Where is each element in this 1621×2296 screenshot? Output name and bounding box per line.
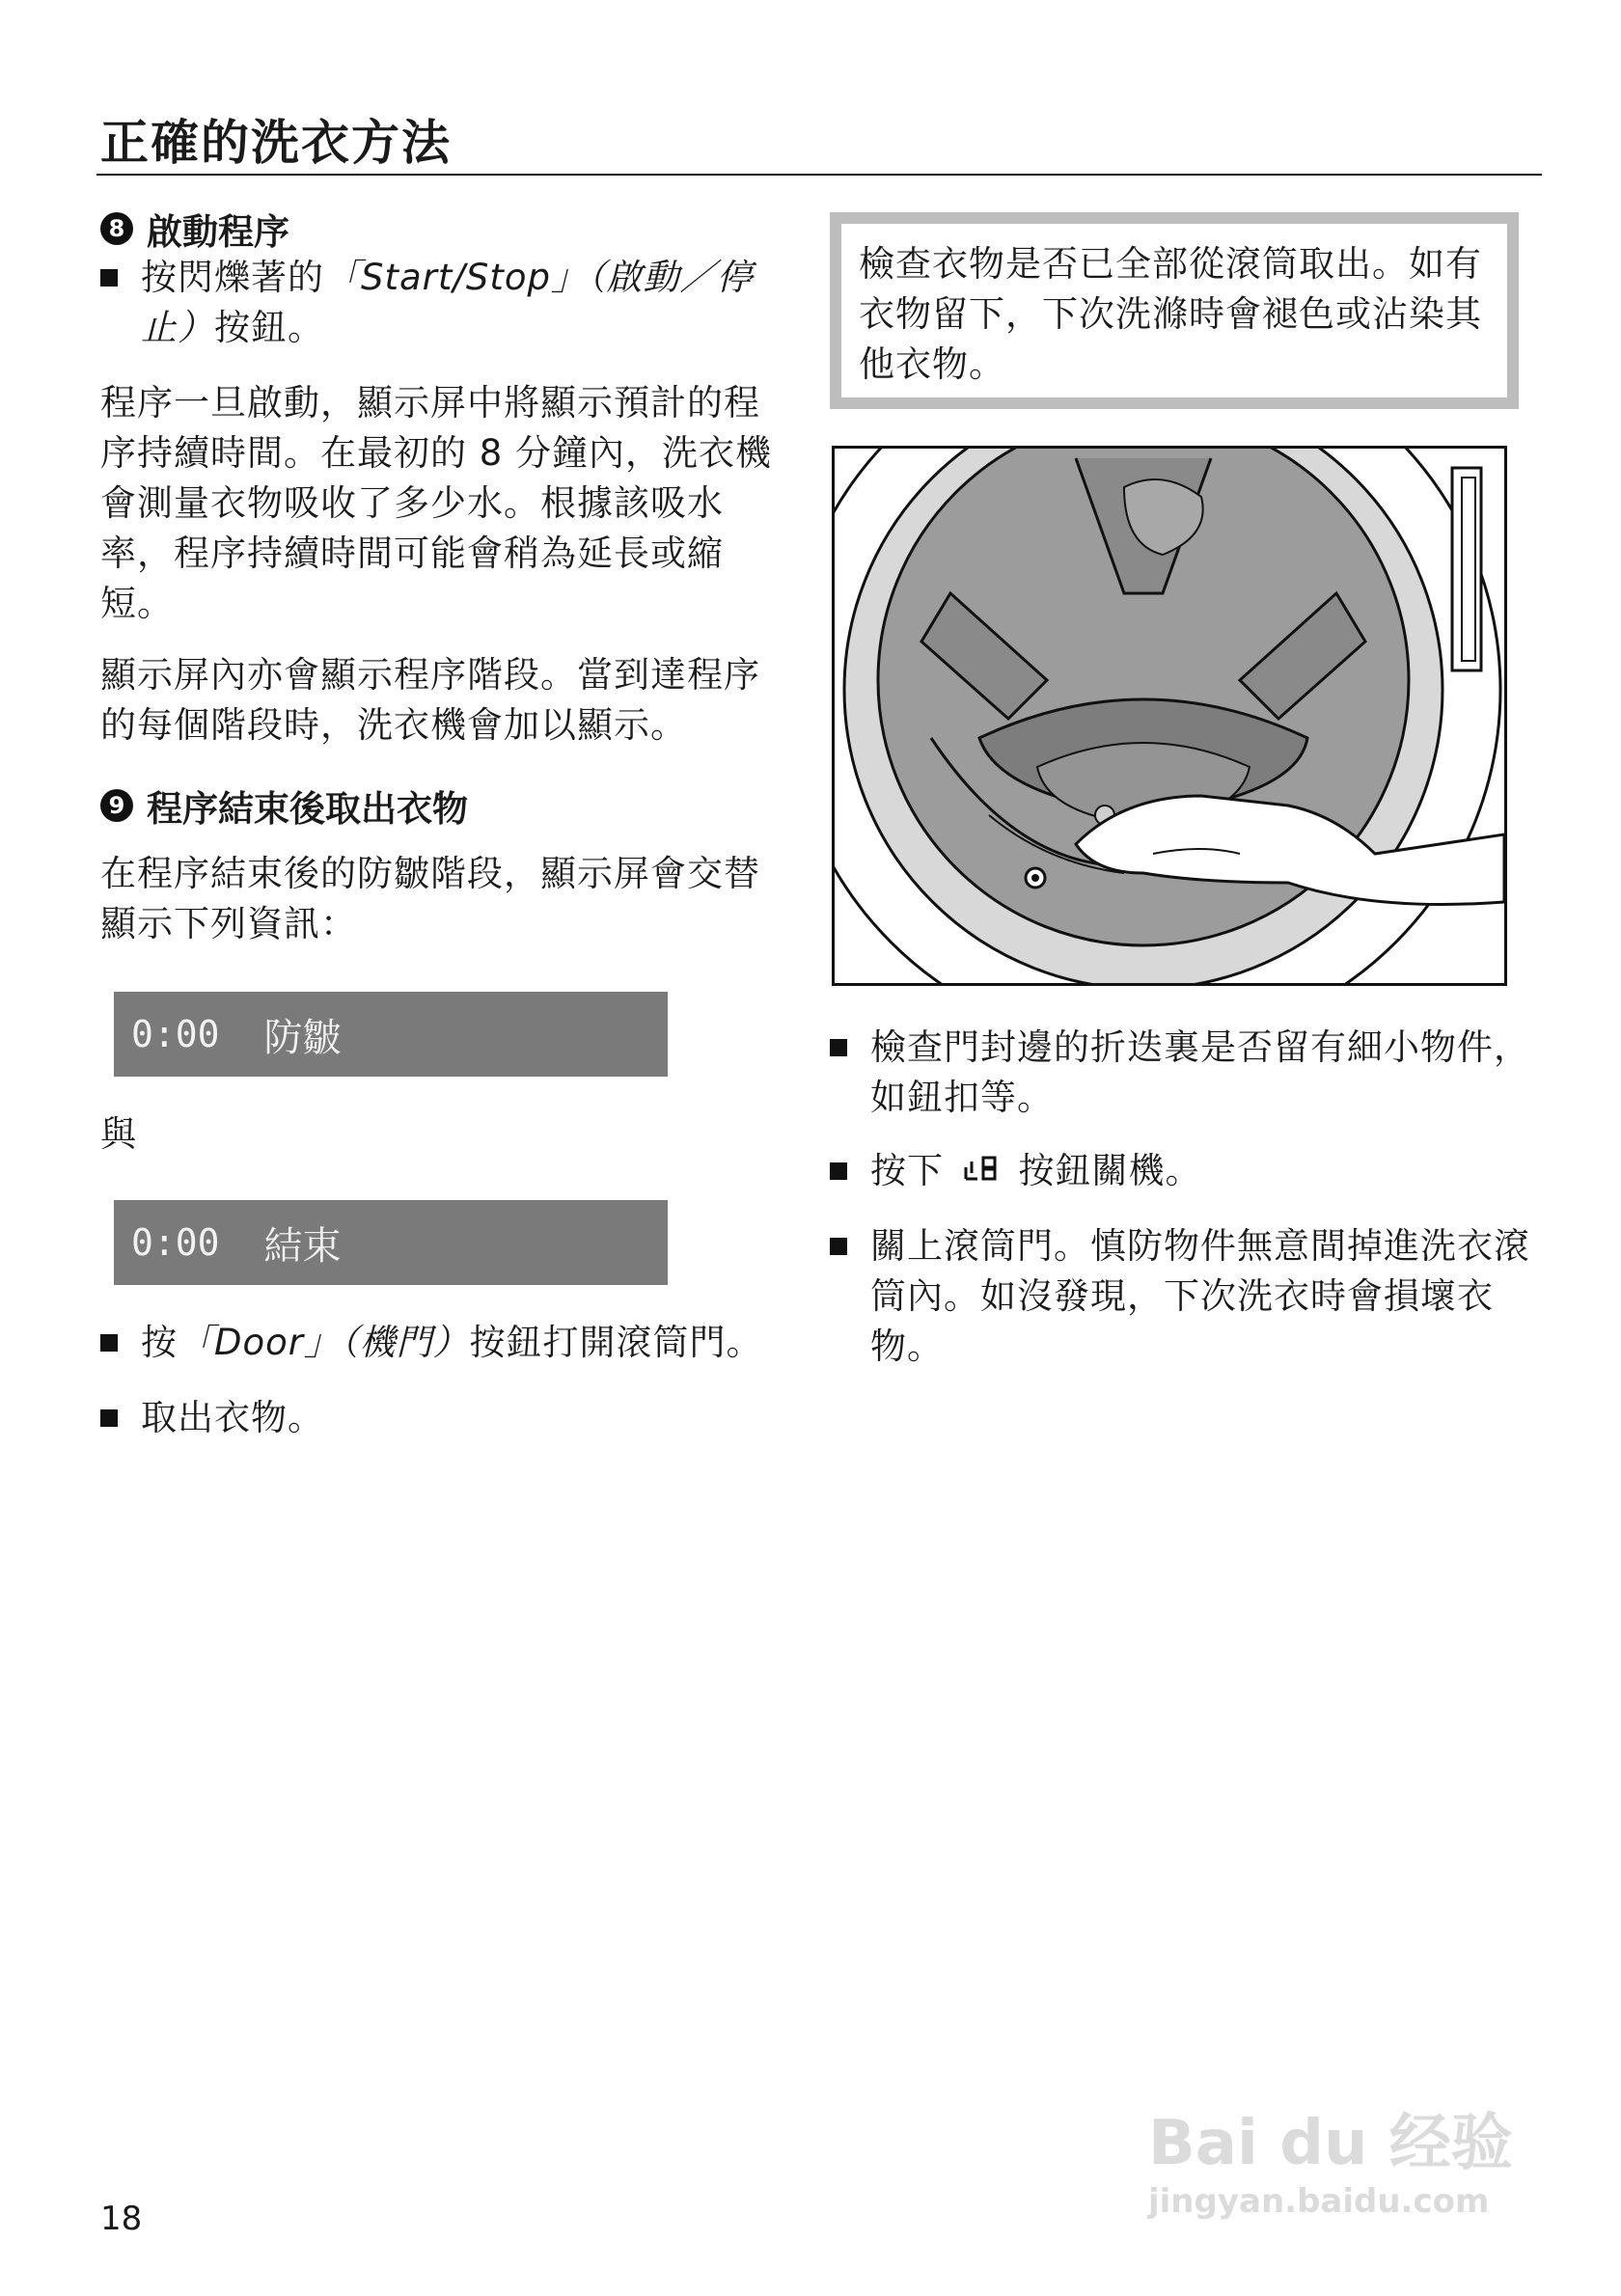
right-bullet-close-door [826, 1221, 1540, 1372]
bullet-text: 按鈕。 [214, 307, 324, 348]
display-screen-anti-crease [114, 992, 668, 1077]
step-8-number-icon: 8 [100, 212, 133, 245]
connector-text: 與 [100, 1113, 137, 1155]
step-9-paragraph: 在程序結束後的防皺階段，顯示屏會交替顯示下列資訊： [100, 853, 760, 944]
title-rule [96, 174, 1542, 176]
right-bullet-check-seal [826, 1023, 1540, 1123]
drum-drawing [835, 449, 1504, 983]
watermark-brand: Bai du 经验 [1148, 2108, 1513, 2179]
door-button-label: 「Door」（機門） [178, 1322, 470, 1363]
bullet-text: 按鈕關機。 [1018, 1150, 1202, 1191]
bullet-text: 檢查門封邊的折迭裏是否留有細小物件，如鈕扣等。 [870, 1026, 1530, 1118]
bullet-square-icon [830, 1238, 847, 1255]
bullet-square-icon [100, 1409, 118, 1427]
bullet-square-icon [830, 1162, 847, 1180]
step-9-title: 程序結束後取出衣物 [147, 788, 468, 830]
bullet-square-icon [100, 1334, 118, 1352]
step-8-paragraph-2: 顯示屏內亦會顯示程序階段。當到達程序的每個階段時，洗衣機會加以顯示。 [100, 654, 760, 746]
power-button-icon [962, 1148, 1001, 1198]
bullet-text: 關上滾筒門。慎防物件無意間掉進洗衣滾筒內。如沒發現，下次洗衣時會損壞衣物。 [870, 1225, 1530, 1367]
step-8-paragraph-1: 程序一旦啟動，顯示屏中將顯示預計的程序持續時間。在最初的 8 分鐘內，洗衣機會測量衣物吸收了多少水。根據該吸水率，程序持續時間可能會稍為延長或縮短。 [100, 382, 773, 624]
display-status: 防皺 [263, 1015, 342, 1060]
page-title: 正確的洗衣方法 [100, 115, 452, 171]
display-time: 0:00 [131, 1221, 220, 1264]
display-status: 結束 [263, 1223, 342, 1269]
display-time: 0:00 [131, 1013, 220, 1055]
step-9-heading [100, 779, 468, 832]
bullet-square-icon [100, 269, 118, 287]
bullet-text: 按 [141, 1322, 178, 1363]
bullet-square-icon [830, 1039, 847, 1056]
bullet-text: 按下 [870, 1150, 944, 1191]
warning-note-box: 檢查衣物是否已全部從滾筒取出。如有衣物留下，下次洗滌時會褪色或沾染其他衣物。 [830, 212, 1519, 409]
baidu-watermark-logo [1148, 2093, 1513, 2182]
step-9-bullet-remove [96, 1393, 791, 1443]
bullet-text: 按閃爍著的 [141, 257, 324, 298]
step-8-bullet [96, 253, 791, 353]
display-screen-end [114, 1200, 668, 1285]
start-stop-button-label: 「Start/Stop」（啟動／停止） [141, 257, 754, 348]
step-9-number-icon: 9 [100, 789, 133, 822]
bullet-text: 按鈕打開滾筒門。 [469, 1322, 763, 1363]
watermark-url: jingyan.baidu.com [1148, 2182, 1490, 2221]
step-8-heading [100, 203, 289, 255]
step-8-title: 啟動程序 [147, 211, 289, 253]
page-number: 18 [100, 2200, 143, 2238]
right-bullet-power-off [826, 1146, 1540, 1198]
washing-machine-drum-illustration [832, 446, 1507, 986]
step-9-bullet-door [96, 1318, 810, 1368]
bullet-text: 取出衣物。 [141, 1397, 324, 1438]
